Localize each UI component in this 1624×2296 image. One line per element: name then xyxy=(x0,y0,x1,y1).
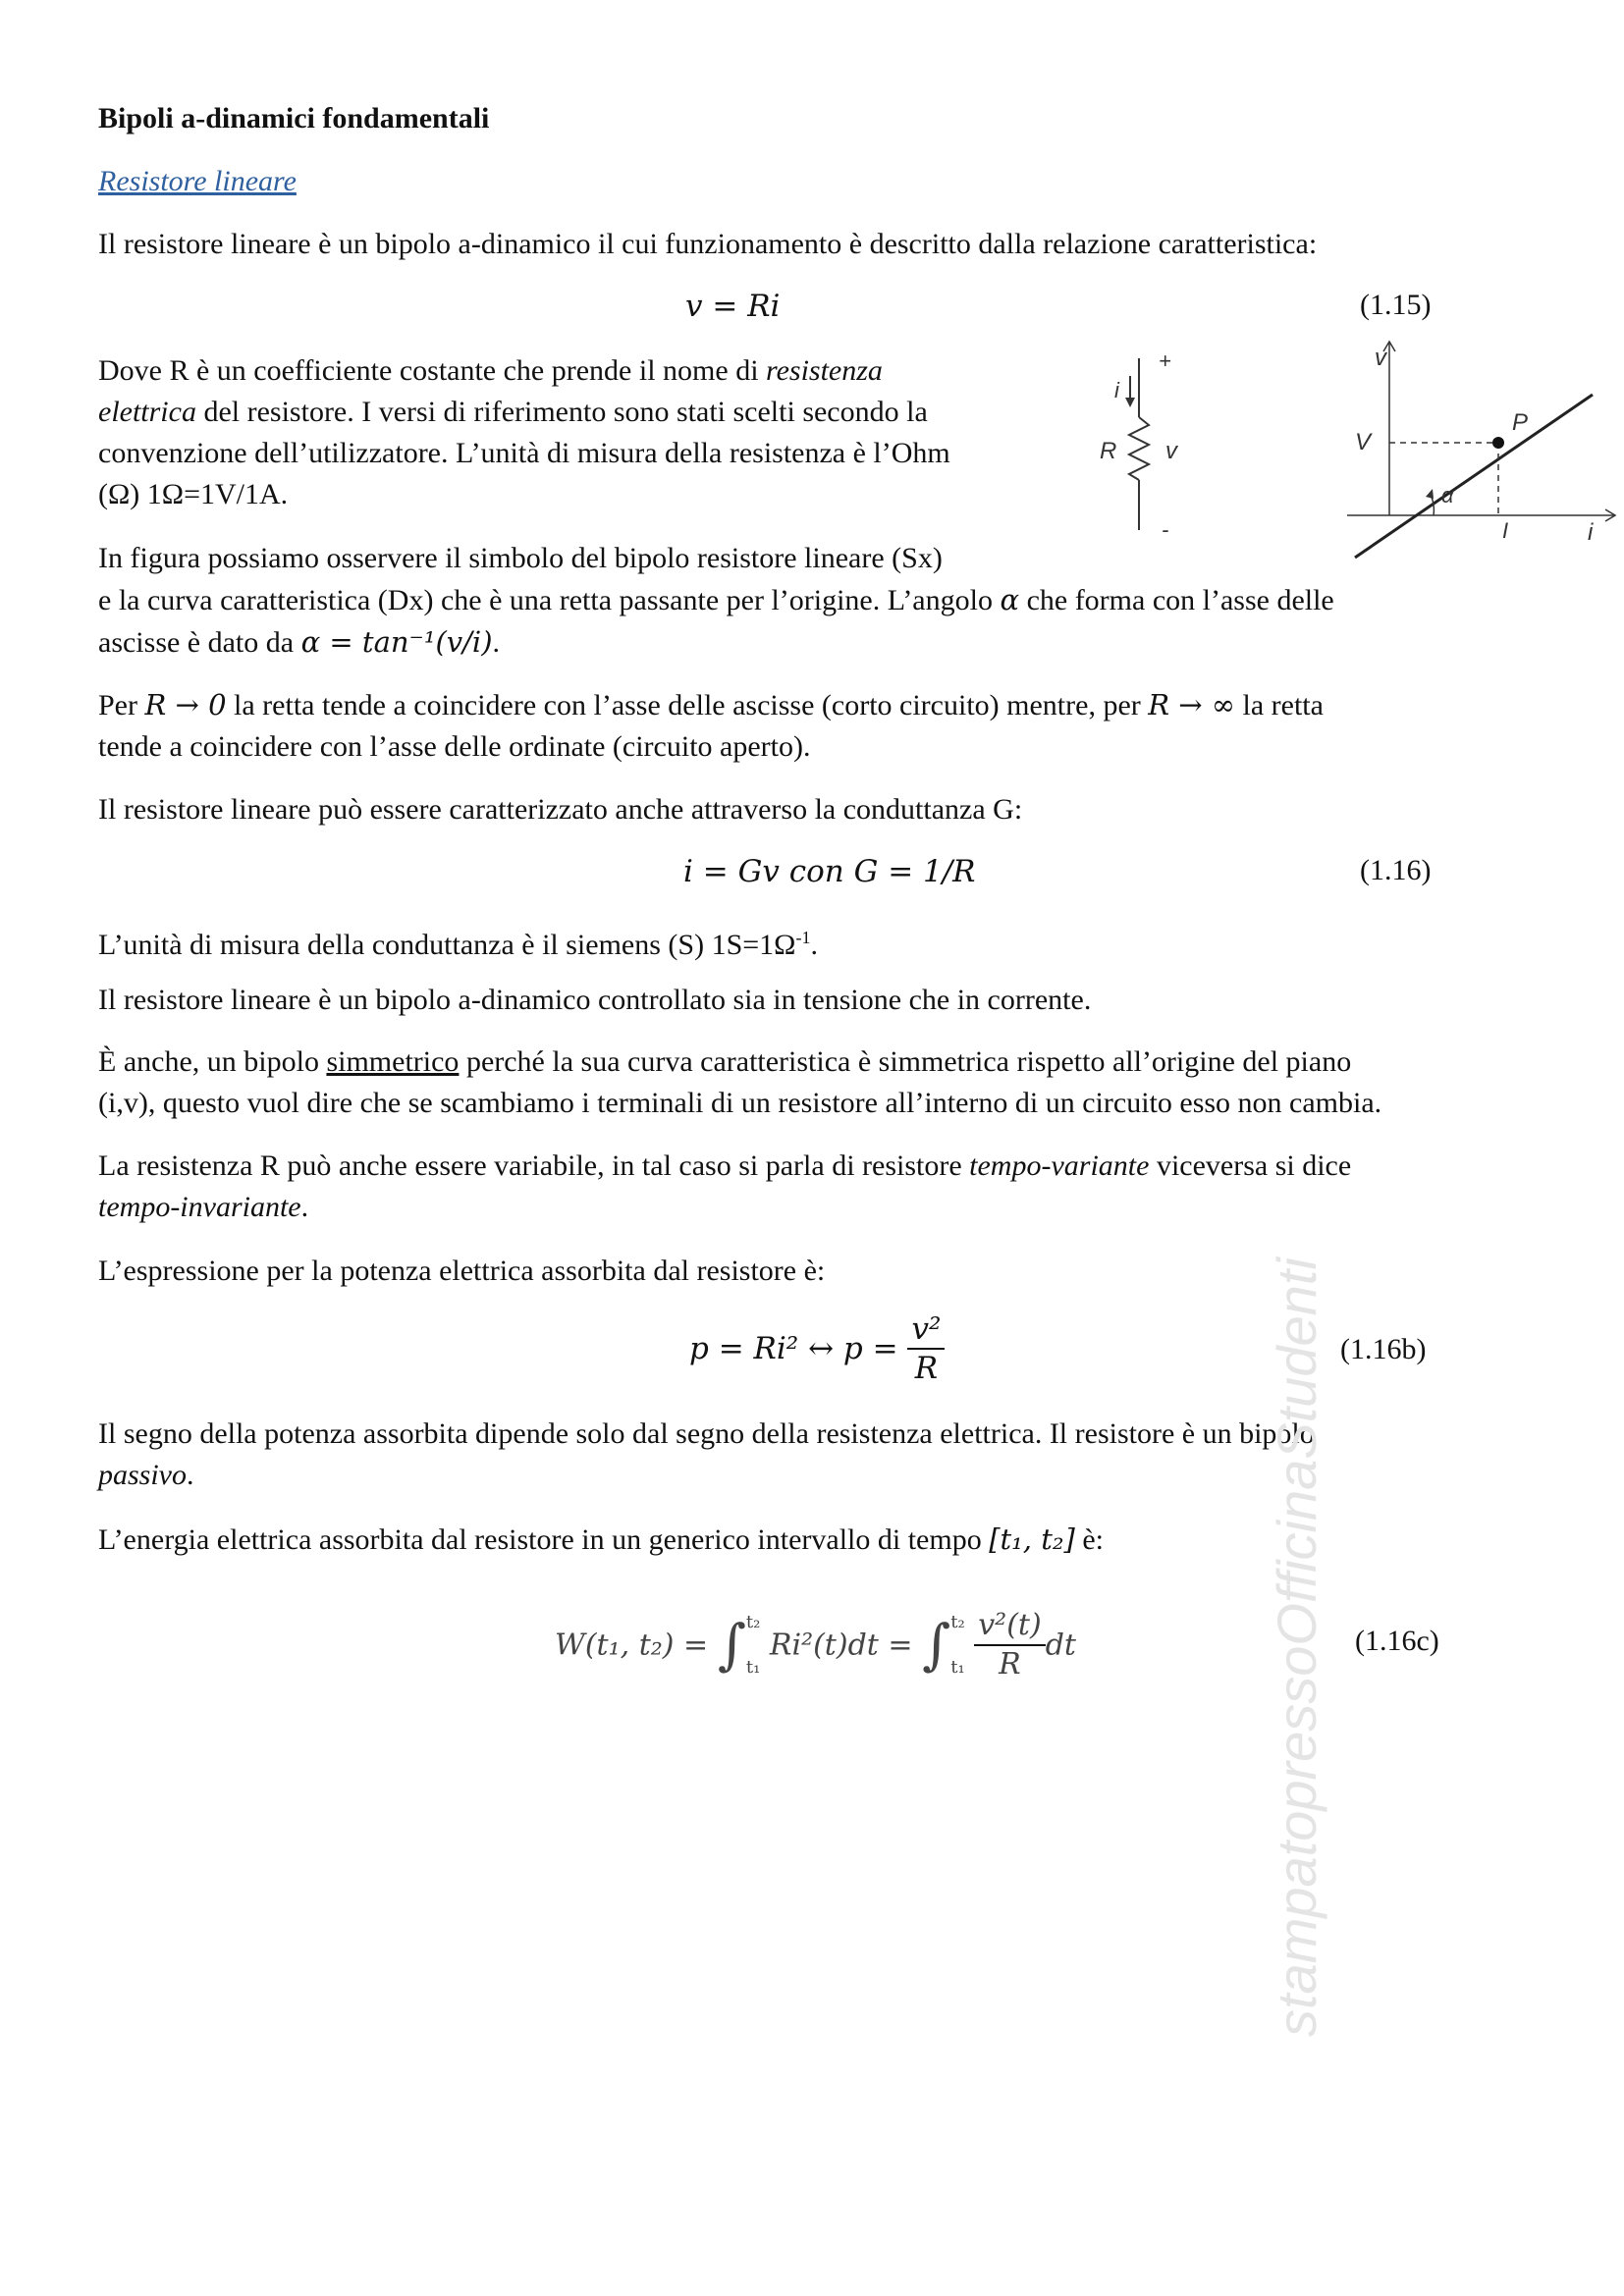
minus-label: - xyxy=(1162,517,1169,542)
paragraph-sign: Il segno della potenza assorbita dipende solo dal segno della resistenza elettrica. Il resistore è un bipolo passivo. xyxy=(98,1417,1315,1491)
paragraph-figure: In figura possiamo osservere il simbolo del bipolo resistore lineare (Sx) e la curva caratteristica (Dx) che è una retta passante per l’origine. L’angolo α che forma con l’asse delle ascisse è dato da α = tan⁻¹(v/i). xyxy=(98,542,1334,659)
voltage-label: v xyxy=(1165,438,1177,464)
equation-1-16: i = Gv con G = 1/R xyxy=(683,854,976,889)
alpha-label: α xyxy=(1441,483,1454,507)
paragraph-variable: La resistenza R può anche essere variabile, in tal caso si parla di resistore tempo-variante viceversa si dice tempo-invariante. xyxy=(98,1149,1352,1223)
characteristic-curve-figure xyxy=(1335,334,1620,564)
section-heading: Bipoli a-dinamici fondamentali xyxy=(98,102,490,134)
paragraph-limits: Per R → 0 la retta tende a coincidere con l’asse delle ascisse (corto circuito) mentre, per R → ∞ la retta tende a coincidere con l’asse delle ordinate (circuito aperto). xyxy=(98,688,1324,763)
V-label: V xyxy=(1355,429,1372,455)
equation-1-16c: W(t₁, t₂) = ∫ t₂ t₁ Ri²(t)dt = ∫ t₂ t₁ $\frac{\text{v²(t)}}{R}$ dt xyxy=(555,1608,1076,1682)
paragraph-conductance: Il resistore lineare può essere caratterizzato anche attraverso la conduttanza G: xyxy=(98,793,1023,826)
I-label: I xyxy=(1502,518,1509,543)
paragraph-controlled: Il resistore lineare è un bipolo a-dinamico controllato sia in tensione che in corrente. xyxy=(98,984,1092,1016)
equation-1-15: v = Ri xyxy=(685,289,781,324)
resistance-label: R xyxy=(1100,438,1117,464)
P-label: P xyxy=(1512,409,1529,436)
resistor-symbol-figure xyxy=(1085,348,1213,545)
current-label: i xyxy=(1114,378,1119,402)
equation-number-1-15: (1.15) xyxy=(1360,289,1432,321)
paragraph-siemens: L’unità di misura della conduttanza è il siemens (S) $1S=1\Omega^{-1}$. xyxy=(98,928,818,961)
v-axis-label: v xyxy=(1375,345,1386,371)
paragraph-resistance: Dove R è un coefficiente costante che prende il nome di resistenza elettrica del resistore. I versi di riferimento sono stati scelti secondo la convenzione dell’utilizzatore. L’unità di misura della resistenza è l’Ohm (Ω) 1Ω=1V/1A. xyxy=(98,354,950,510)
equation-number-1-16b: (1.16b) xyxy=(1340,1333,1427,1365)
paragraph-energy: L’energia elettrica assorbita dal resistore in un generico intervallo di tempo [t₁, t₂] è: xyxy=(98,1522,1104,1556)
equation-number-1-16: (1.16) xyxy=(1360,854,1432,886)
plus-label: + xyxy=(1159,348,1171,373)
i-axis-label: i xyxy=(1588,519,1594,546)
subsection-heading: Resistore lineare xyxy=(98,165,297,197)
paragraph-power: L’espressione per la potenza elettrica assorbita dal resistore è: xyxy=(98,1255,826,1287)
equation-1-16b: p = Ri² ↔ p = $\frac{\text{v²}}{R}$ xyxy=(689,1310,945,1387)
paragraph-symmetric: È anche, un bipolo simmetrico perché la sua curva caratteristica è simmetrica rispetto all’origine del piano (i,v), questo vuol dire che se scambiamo i terminali di un resistore all’interno di un circuito esso non cambia. xyxy=(98,1045,1382,1119)
equation-number-1-16c: (1.16c) xyxy=(1355,1625,1439,1657)
paragraph-intro: Il resistore lineare è un bipolo a-dinamico il cui funzionamento è descritto dalla relazione caratteristica: xyxy=(98,228,1318,260)
watermark: stampatopressoOfficinaStudenti xyxy=(1266,1257,1327,2037)
